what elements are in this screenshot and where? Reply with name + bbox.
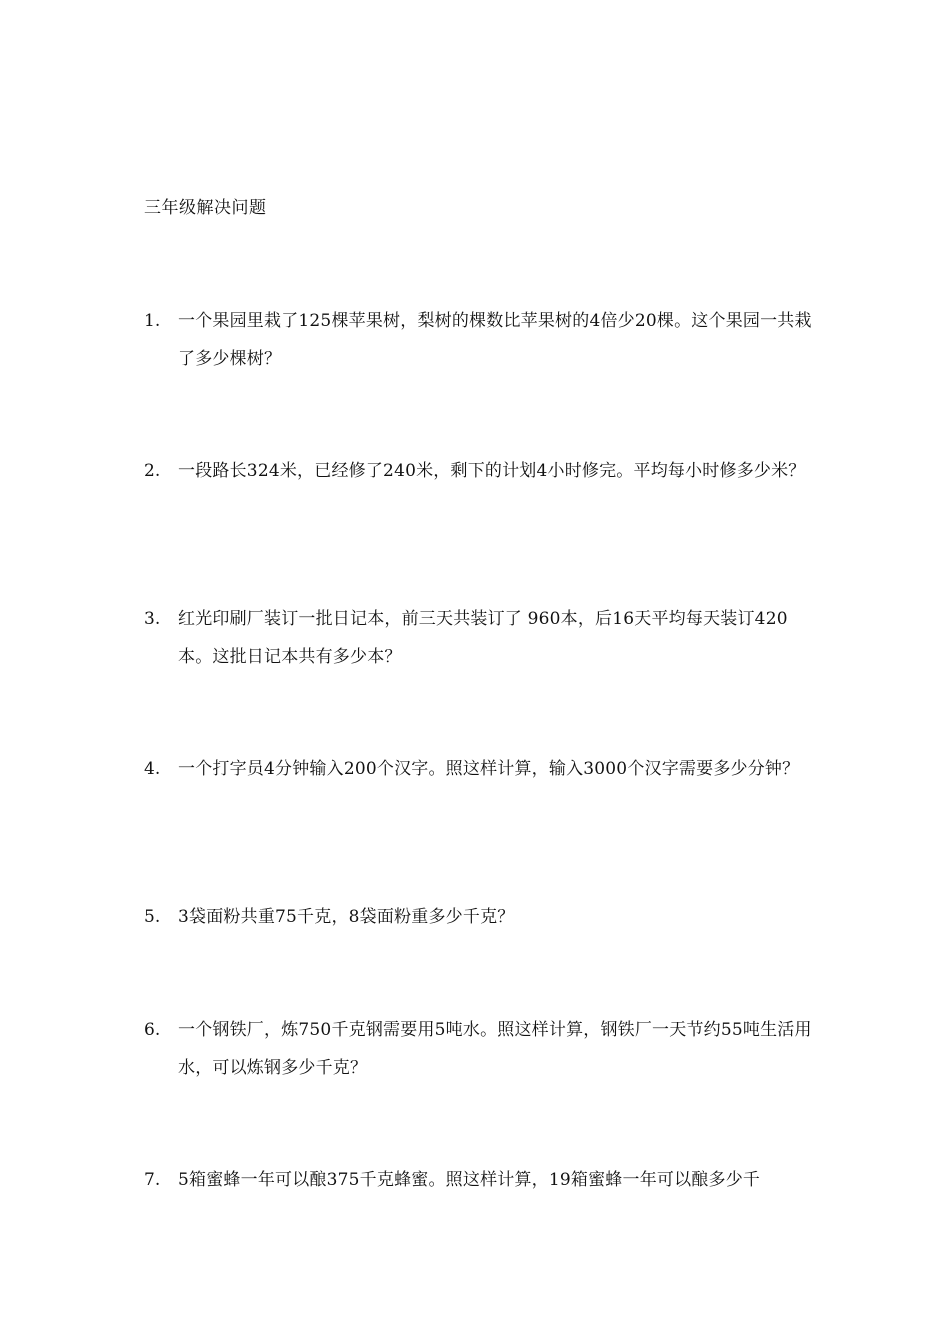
problem-3 xyxy=(144,600,824,676)
problem-6 xyxy=(144,1011,824,1087)
page-title: 三年级解决问题 xyxy=(144,198,267,218)
problem-2 xyxy=(144,452,824,490)
problem-7 xyxy=(144,1161,824,1199)
problem-number: 7. xyxy=(144,1170,161,1190)
problem-text: 5箱蜜蜂一年可以酿375千克蜂蜜。照这样计算，19箱蜜蜂一年可以酿多少千 xyxy=(178,1170,761,1190)
problem-number: 2. xyxy=(144,461,161,481)
problem-number: 5. xyxy=(144,907,161,927)
problem-number: 6. xyxy=(144,1020,161,1040)
problem-text: 红光印刷厂装订一批日记本，前三天共装订了 960本，后16天平均每天装订420本。这批日记本共有多少本？ xyxy=(178,609,788,667)
problem-4 xyxy=(144,750,824,788)
problem-text: 一段路长324米，已经修了240米，剩下的计划4小时修完。平均每小时修多少米？ xyxy=(178,461,806,481)
problem-text: 一个果园里栽了125棵苹果树，梨树的棵数比苹果树的4倍少20棵。这个果园一共栽了多少棵树？ xyxy=(178,311,812,369)
problem-number: 1. xyxy=(144,311,161,331)
problem-text: 3袋面粉共重75千克，8袋面粉重多少千克？ xyxy=(178,907,515,927)
problem-number: 3. xyxy=(144,609,161,629)
problem-number: 4. xyxy=(144,759,161,779)
problem-1 xyxy=(144,302,824,378)
problem-text: 一个打字员4分钟输入200个汉字。照这样计算，输入3000个汉字需要多少分钟？ xyxy=(178,759,800,779)
problem-5 xyxy=(144,898,824,936)
problem-text: 一个钢铁厂，炼750千克钢需要用5吨水。照这样计算，钢铁厂一天节约55吨生活用水，可以炼钢多少千克？ xyxy=(178,1020,812,1078)
